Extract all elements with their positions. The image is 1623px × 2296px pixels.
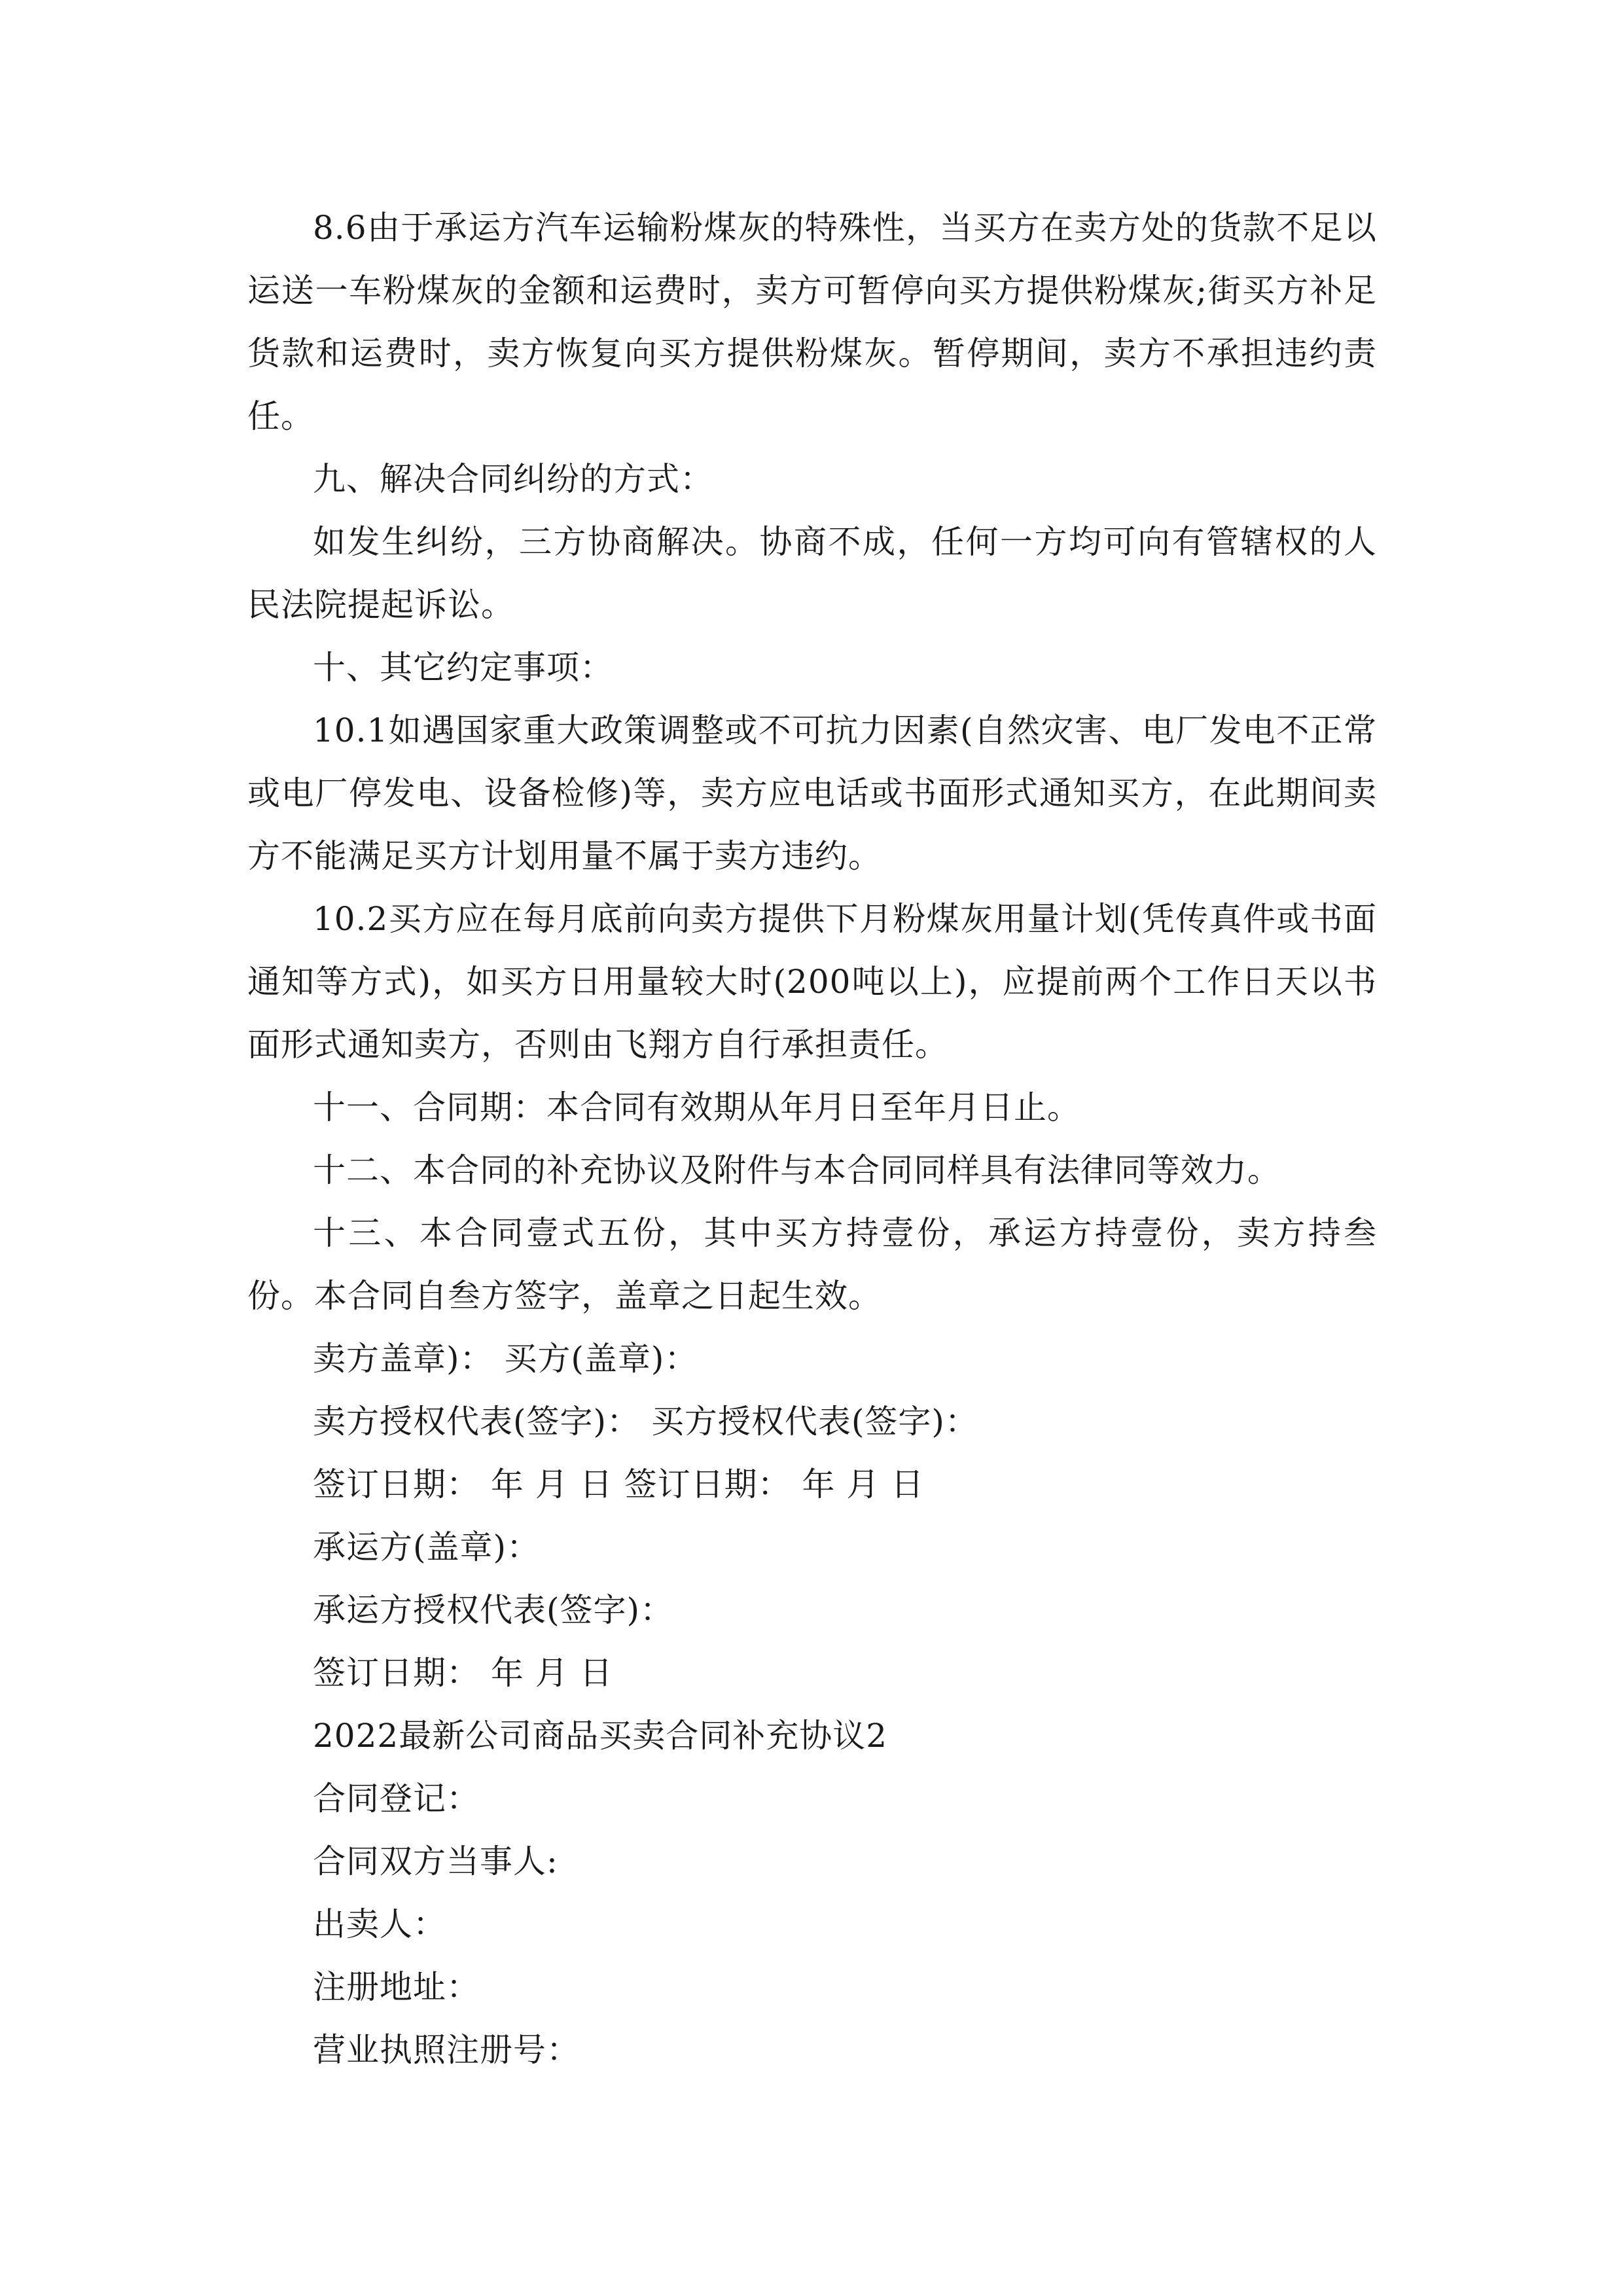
registered-address-label: 注册地址： <box>313 1968 480 2006</box>
clause-10-2: 10.2买方应在每月底前向卖方提供下月粉煤灰用量计划(凭传真件或书面通知等方式)，如买方日用量较大时(200吨以上)，应提前两个工作日天以书面形式通知卖方，否则由飞翔方自行承担责任。 <box>247 900 1377 1064</box>
carrier-representative-line: 承运方授权代表(签字)： <box>313 1591 674 1629</box>
section-11-term: 十一、合同期：本合同有效期从年月日至年月日止。 <box>313 1088 1080 1126</box>
section-heading-10: 十、其它约定事项： <box>313 649 613 687</box>
clause-10-1: 10.1如遇国家重大政策调整或不可抗力因素(自然灾害、电厂发电不正常或电厂停发电、设备检修)等，卖方应电话或书面形式通知买方，在此期间卖方不能满足买方计划用量不属于卖方违约。 <box>247 711 1377 875</box>
carrier-date-line: 签订日期： 年 月 日 <box>313 1654 613 1692</box>
signature-seal-line: 卖方盖章)： 买方(盖章)： <box>313 1340 698 1378</box>
section-heading-9: 九、解决合同纠纷的方式： <box>313 460 713 498</box>
seller-label: 出卖人： <box>313 1905 446 1943</box>
clause-dispute-resolution: 如发生纠纷，三方协商解决。协商不成，任何一方均可向有管辖权的人民法院提起诉讼。 <box>247 523 1377 624</box>
section-13-copies: 十三、本合同壹式五份，其中买方持壹份，承运方持壹份，卖方持叁份。本合同自叁方签字，盖章之日起生效。 <box>247 1214 1377 1315</box>
section-12-supplement: 十二、本合同的补充协议及附件与本合同同样具有法律同等效力。 <box>313 1151 1281 1189</box>
clause-8-6: 8.6由于承运方汽车运输粉煤灰的特殊性，当买方在卖方处的货款不足以运送一车粉煤灰的金额和运费时，卖方可暂停向买方提供粉煤灰;街买方补足货款和运费时，卖方恢复向买方提供粉煤灰。暂停期间，卖方不承担违约责任。 <box>247 209 1377 435</box>
document-body <box>247 196 1377 2081</box>
parties-label: 合同双方当事人: <box>313 1842 558 1880</box>
business-license-label: 营业执照注册号： <box>313 2031 580 2069</box>
document-title-2: 2022最新公司商品买卖合同补充协议2 <box>313 1717 888 1755</box>
contract-registration-label: 合同登记： <box>313 1780 480 1818</box>
signature-representative-line: 卖方授权代表(签字)： 买方授权代表(签字)： <box>313 1403 978 1441</box>
carrier-seal-line: 承运方(盖章)： <box>313 1528 541 1566</box>
signature-date-line: 签订日期： 年 月 日 签订日期： 年 月 日 <box>313 1465 925 1503</box>
